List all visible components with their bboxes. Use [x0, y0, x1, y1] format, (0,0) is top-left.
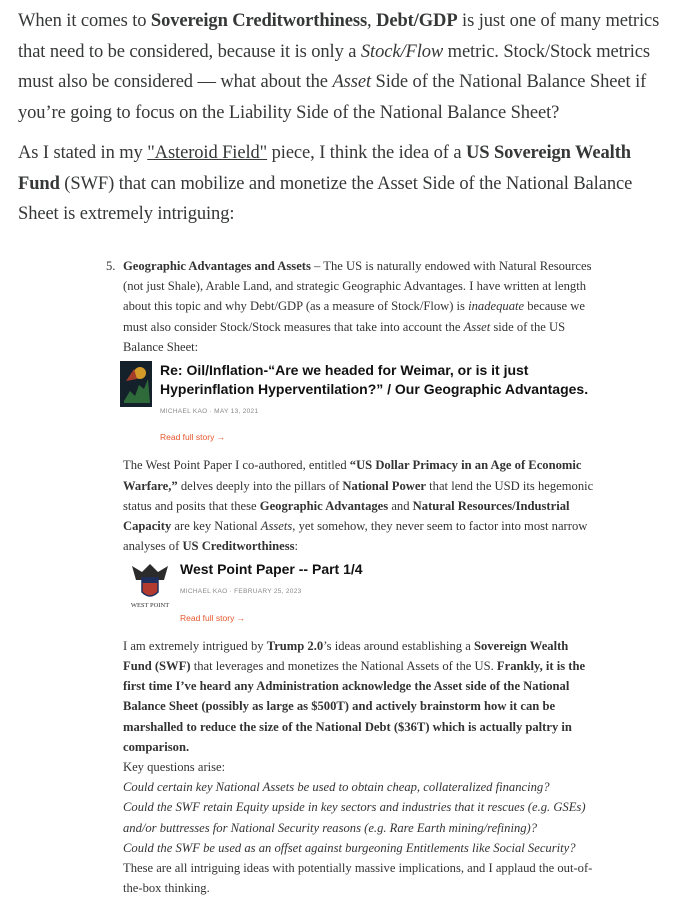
post-title[interactable]: Re: Oil/Inflation-“Are we headed for Weimar, or is it just Hyperinflation Hyperventilation?” / Our Geographic Advantages.	[160, 362, 589, 398]
list-number: 5.	[106, 259, 116, 273]
read-full-story-link[interactable]: Read full story →	[160, 432, 226, 443]
intro-paragraph-1: When it comes to Sovereign Creditworthiness, Debt/GDP is just one of many metrics that need to be considered, because it is only a Stock/Flow metric. Stock/Stock metrics must also be considered — what about the Asset Side of the National Balance Sheet if you’re going to focus on the Liability Side of the National Balance Sheet?	[18, 11, 660, 123]
post-card-west-point[interactable]	[128, 560, 596, 627]
question-item: Could the SWF be used as an offset against burgeoning Entitlements like Social Security?	[123, 840, 576, 855]
list-item	[106, 256, 596, 357]
west-point-paragraph: The West Point Paper I co-authored, entitled “US Dollar Primacy in an Age of Economic Warfare,” delves deeply into the pillars of National Power that lend the USD its hegemonic status and posits that these Geographic Advantages and Natural Resources/Industrial Capacity are key National Assets, yet somehow, they never seem to factor into most narrow analyses of US Creditworthiness:	[123, 458, 594, 554]
read-full-story-link[interactable]: Read full story →	[180, 612, 246, 623]
post-meta: MICHAEL KAO · FEBRUARY 25, 2023	[180, 588, 302, 596]
post-title[interactable]: West Point Paper -- Part 1/4	[180, 561, 363, 578]
embedded-excerpt	[106, 256, 596, 898]
key-questions-label: Key questions arise:	[123, 760, 226, 775]
logo-text: WEST POINT	[130, 602, 170, 610]
asteroid-field-link[interactable]: "Asteroid Field"	[147, 143, 268, 163]
closing-paragraph: These are all intriguing ideas with potentially massive implications, and I applaud the out-of-the-box thinking.	[123, 861, 593, 896]
geographic-advantages-text: Geographic Advantages and Assets – The US is naturally endowed with Natural Resources (not just Shale), Arable Land, and strategic Geographic Advantages. I have written at length about this topic and why Debt/GDP (as a measure of Stock/Flow) is inadequate because we must also consider Stock/Stock measures that take into account the Asset side of the US Balance Sheet:	[123, 259, 592, 354]
question-item: Could the SWF retain Equity upside in key sectors and industries that it rescues (e.g. GSEs) and/or buttresses for National Security reasons (e.g. Rare Earth mining/refining)?	[123, 800, 586, 835]
west-point-crest-icon	[128, 560, 172, 610]
intro-paragraph-2: As I stated in my "Asteroid Field" piece, I think the idea of a US Sovereign Wealth Fund (SWF) that can mobilize and monetize the Asset Side of the National Balance Sheet is extremely intriguing:	[18, 143, 633, 224]
post-card-oil-inflation[interactable]	[120, 361, 596, 447]
post-thumbnail-image	[120, 361, 152, 407]
post-meta: MICHAEL KAO · MAY 13, 2021	[160, 408, 259, 416]
trump-swf-paragraph: I am extremely intrigued by Trump 2.0’s ideas around establishing a Sovereign Wealth Fund (SWF) that leverages and monetizes the National Assets of the US. Frankly, it is the first time I’ve heard any Administration acknowledge the Asset side of the National Balance Sheet (possibly as large as $500T) and actively brainstorm how it can be marshalled to reduce the size of the National Debt ($36T) which is actually paltry in comparison.	[123, 638, 586, 754]
question-item: Could certain key National Assets be used to obtain cheap, collateralized financing?	[123, 780, 550, 795]
